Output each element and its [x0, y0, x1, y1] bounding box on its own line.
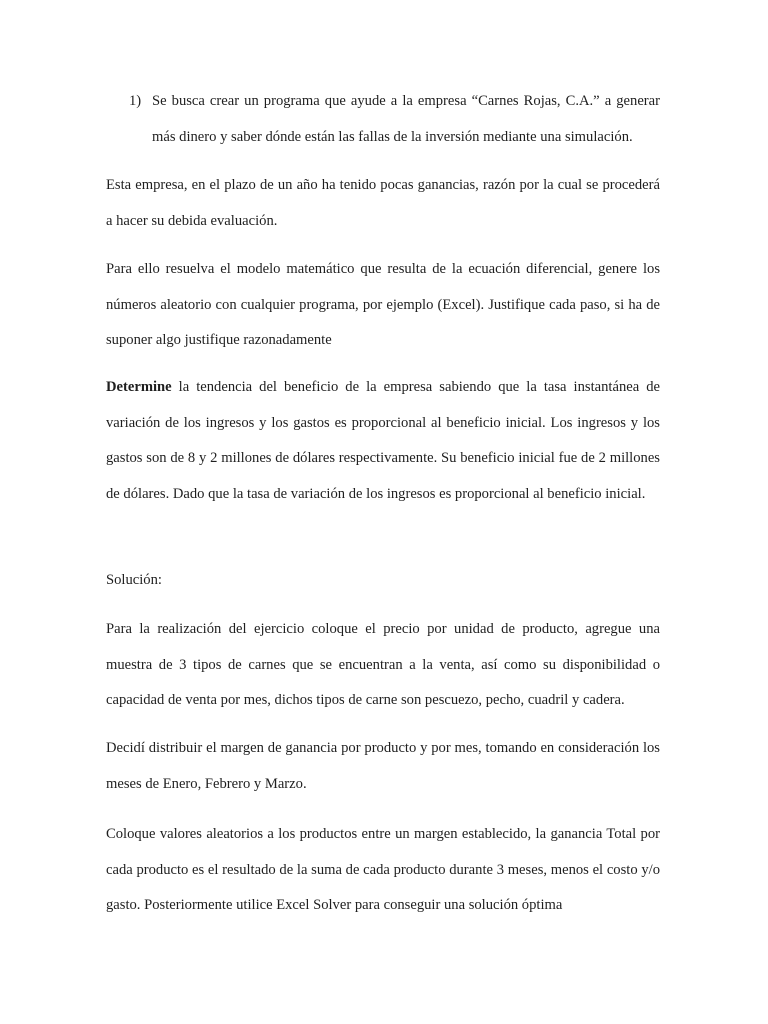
item-number: 1)	[129, 93, 142, 109]
paragraph-solution-step-2: Decidí distribuir el margen de ganancia por producto y por mes, tomando en consideración los meses de Enero, Febrero y Marzo.	[106, 740, 660, 792]
problem-statement-text: la tendencia del beneficio de la empresa sabiendo que la tasa instantánea de variación de los ingresos y los gastos es proporcional al beneficio inicial. Los ingresos y los gastos son de 8 y 2 millones de dólares respectivamente. Su beneficio inicial fue de 2 millones de dólares. Dado que la tasa de variación de los ingresos es proporcional al beneficio inicial.	[106, 379, 660, 502]
paragraph-problem-statement	[106, 370, 660, 512]
item-text: Se busca crear un programa que ayude a la empresa “Carnes Rojas, C.A.” a generar más dinero y saber dónde están las fallas de la inversión mediante una simulación.	[152, 93, 660, 145]
paragraph-instructions: Para ello resuelva el modelo matemático que resulta de la ecuación diferencial, genere los números aleatorio con cualquier programa, por ejemplo (Excel). Justifique cada paso, si ha de suponer algo justifique razonadamente	[106, 261, 660, 348]
bold-determine: Determine	[106, 379, 172, 395]
paragraph-company-context: Esta empresa, en el plazo de un año ha tenido pocas ganancias, razón por la cual se procederá a hacer su debida evaluación.	[106, 177, 660, 229]
paragraph-solution-step-3: Coloque valores aleatorios a los productos entre un margen establecido, la ganancia Total por cada producto es el resultado de la suma de cada producto durante 3 meses, menos el costo y/o gasto. Posteriormente utilice Excel Solver para conseguir una solución óptima	[106, 826, 660, 913]
numbered-item-1	[129, 84, 660, 155]
paragraph-solution-step-1: Para la realización del ejercicio coloque el precio por unidad de producto, agregue una muestra de 3 tipos de carnes que se encuentran a la venta, así como su disponibilidad o capacidad de venta por mes, dichos tipos de carne son pescuezo, pecho, cuadril y cadera.	[106, 621, 660, 708]
paragraph-solution-heading: Solución:	[106, 572, 162, 588]
